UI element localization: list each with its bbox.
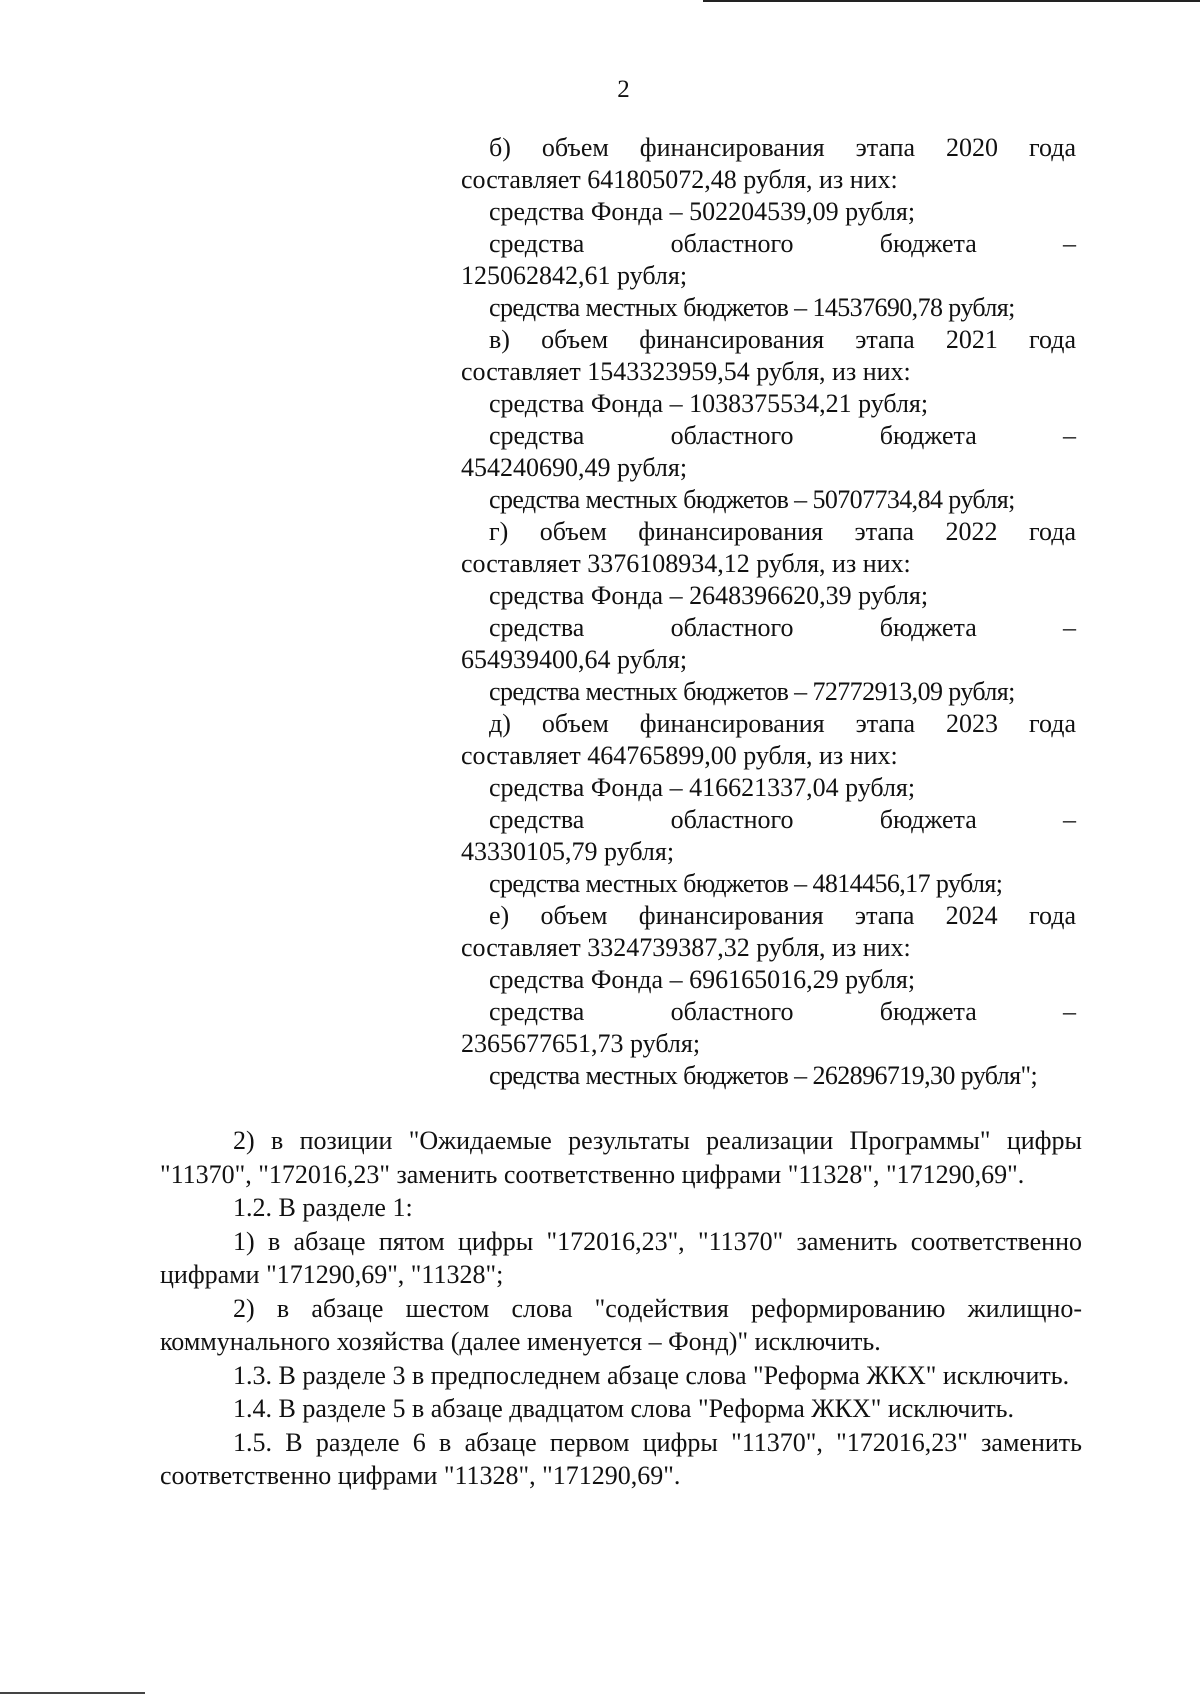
amendments-block — [160, 1124, 1082, 1493]
stage-regional-amount: 125062842,61 рубля; — [461, 261, 688, 290]
amendment-paragraph: 1) в абзаце пятом цифры "172016,23", "11370" заменить соответственно цифрами "171290,69", "11328"; — [160, 1226, 1082, 1289]
amendment-paragraph: 1.3. В разделе 3 в предпоследнем абзаце слова "Реформа ЖКХ" исключить. — [233, 1360, 1070, 1390]
stage-local-line: средства местных бюджетов – 14537690,78 рубля; — [489, 293, 1015, 322]
stage-regional-prefix: средства областного бюджета – — [489, 805, 1076, 834]
stage-local-line: средства местных бюджетов – 262896719,30 рубля"; — [489, 1061, 1038, 1090]
stage-fund-line: средства Фонда – 416621337,04 рубля; — [489, 773, 916, 802]
stage-regional-amount: 654939400,64 рубля; — [461, 645, 688, 674]
amendment-paragraph: 2) в позиции "Ожидаемые результаты реализации Программы" цифры "11370", "172016,23" заменить соответственно цифрами "11328", "171290,69". — [160, 1126, 1082, 1189]
amendment-paragraph: 2) в абзаце шестом слова "содействия реформированию жилищно-коммунального хозяйства (далее именуется – Фонд)" исключить. — [160, 1293, 1082, 1356]
stage-local-line: средства местных бюджетов – 72772913,09 рубля; — [489, 677, 1015, 706]
stage-heading: б) объем финансирования этапа 2020 года составляет 641805072,48 рубля, из них: — [461, 133, 1076, 194]
amendment-paragraph: 1.4. В разделе 5 в абзаце двадцатом слова "Реформа ЖКХ" исключить. — [233, 1394, 1015, 1423]
stage-heading: в) объем финансирования этапа 2021 года составляет 1543323959,54 рубля, из них: — [461, 325, 1076, 386]
stage-regional-prefix: средства областного бюджета – — [489, 229, 1076, 258]
stage-regional-amount: 454240690,49 рубля; — [461, 453, 688, 482]
page-number: 2 — [617, 76, 630, 103]
stage-regional-prefix: средства областного бюджета – — [489, 997, 1076, 1026]
stage-heading: г) объем финансирования этапа 2022 года составляет 3376108934,12 рубля, из них: — [461, 517, 1076, 578]
stage-heading: е) объем финансирования этапа 2024 года составляет 3324739387,32 рубля, из них: — [461, 901, 1076, 962]
stage-regional-prefix: средства областного бюджета – — [489, 613, 1076, 642]
stage-local-line: средства местных бюджетов – 4814456,17 рубля; — [489, 869, 1003, 898]
scan-edge-line-bottom — [0, 1692, 145, 1694]
stage-regional-amount: 2365677651,73 рубля; — [461, 1029, 701, 1058]
stage-fund-line: средства Фонда – 2648396620,39 рубля; — [489, 581, 929, 610]
stage-fund-line: средства Фонда – 502204539,09 рубля; — [489, 197, 916, 226]
amendment-paragraph: 1.2. В разделе 1: — [233, 1193, 413, 1222]
scan-edge-line-top — [703, 0, 1200, 2]
stage-heading: д) объем финансирования этапа 2023 года составляет 464765899,00 рубля, из них: — [461, 709, 1076, 770]
amendment-paragraph: 1.5. В разделе 6 в абзаце первом цифры "11370", "172016,23" заменить соответственно цифрами "11328", "171290,69". — [160, 1427, 1082, 1490]
stage-local-line: средства местных бюджетов – 50707734,84 рубля; — [489, 485, 1015, 514]
stage-regional-prefix: средства областного бюджета – — [489, 421, 1076, 450]
funding-stages-block — [461, 132, 1076, 1092]
stage-fund-line: средства Фонда – 696165016,29 рубля; — [489, 965, 916, 994]
stage-regional-amount: 43330105,79 рубля; — [461, 837, 675, 866]
stage-fund-line: средства Фонда – 1038375534,21 рубля; — [489, 389, 929, 418]
